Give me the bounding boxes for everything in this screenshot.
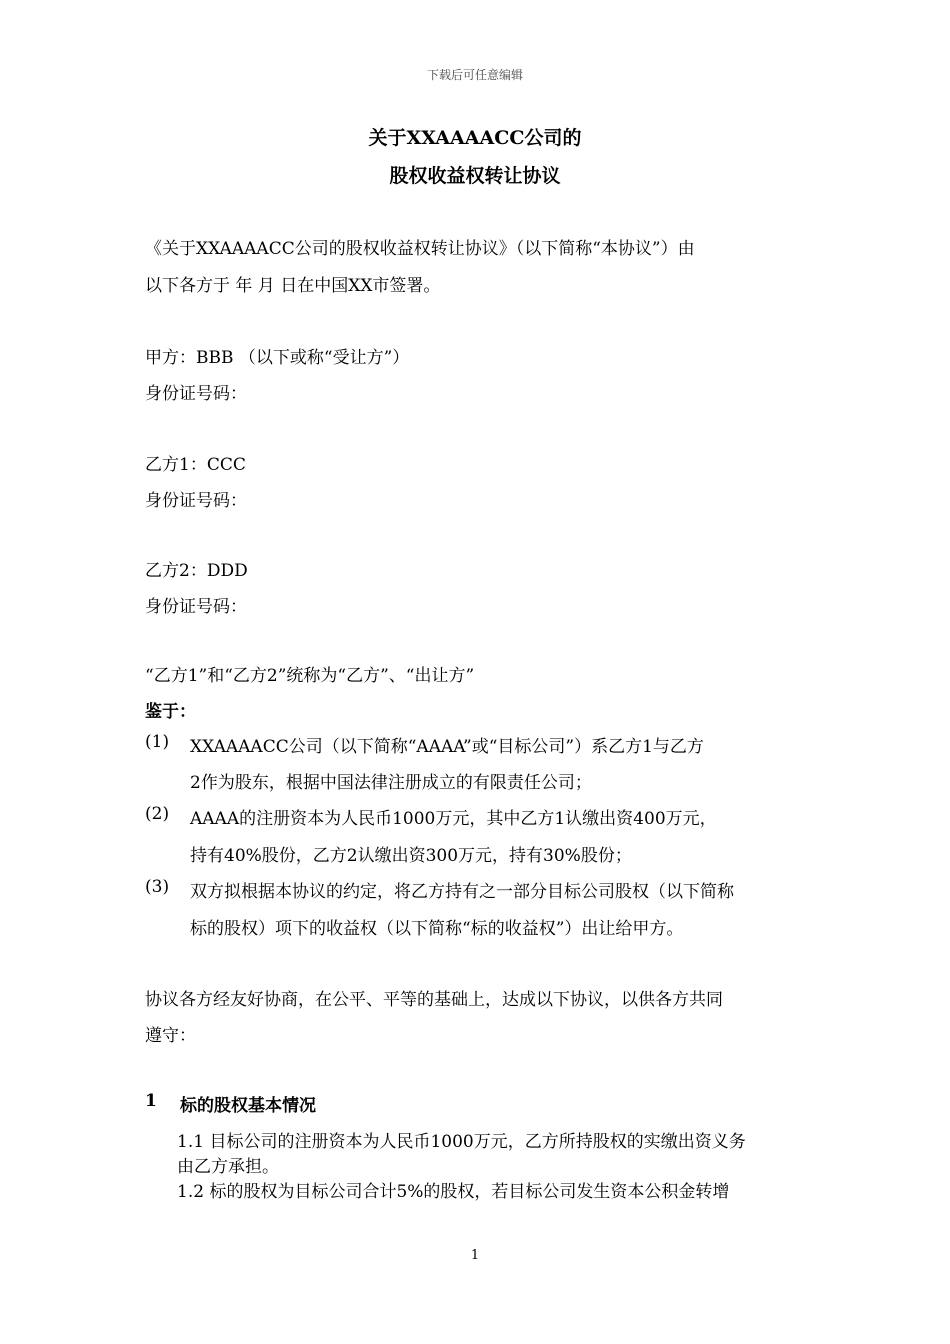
agreement-line1: 协议各方经友好协商，在公平、平等的基础上，达成以下协议，以供各方共同 — [145, 990, 723, 1010]
clause-line: 由乙方承担。 — [177, 1157, 279, 1177]
whereas-item-num: (1) — [145, 732, 170, 752]
agreement-line2: 遵守： — [145, 1026, 196, 1046]
intro-line1: 《关于XXAAAACC公司的股权收益权转让协议》（以下简称“本协议”）由 — [145, 239, 695, 259]
party-b2-id: 身份证号码： — [145, 597, 247, 617]
party-b2-name: 乙方2：DDD — [145, 561, 248, 581]
party-b1-id: 身份证号码： — [145, 491, 247, 511]
document-title-line1: 关于XXAAAACC公司的 — [368, 127, 582, 149]
document-title-line2: 股权收益权转让协议 — [389, 165, 561, 187]
whereas-item-num: (3) — [145, 877, 170, 897]
party-a-name: 甲方：BBB （以下或称“受让方”） — [145, 348, 410, 368]
whereas-item-line1: XXAAAACC公司（以下简称“AAAA”或“目标公司”）系乙方1与乙方 — [190, 737, 704, 757]
collective-definition: “乙方1”和“乙方2”统称为“乙方”、“出让方” — [145, 666, 475, 686]
whereas-item-line1: 双方拟根据本协议的约定，将乙方持有之一部分目标公司股权（以下简称 — [190, 882, 734, 902]
clause-line: 1.2 标的股权为目标公司合计5%的股权，若目标公司发生资本公积金转增 — [177, 1182, 730, 1202]
section-title: 标的股权基本情况 — [180, 1096, 316, 1116]
whereas-label: 鉴于： — [145, 702, 196, 722]
page-number: 1 — [470, 1248, 480, 1263]
party-a-id: 身份证号码： — [145, 384, 247, 404]
whereas-item-line1: AAAA的注册资本为人民币1000万元，其中乙方1认缴出资400万元， — [190, 809, 717, 829]
intro-line2: 以下各方于 年 月 日在中国XX市签署。 — [145, 276, 441, 296]
clause-line: 1.1 目标公司的注册资本为人民币1000万元，乙方所持股权的实缴出资义务 — [177, 1132, 746, 1152]
whereas-item-line2: 持有40%股份，乙方2认缴出资300万元，持有30%股份； — [190, 846, 632, 866]
whereas-item-num: (2) — [145, 804, 170, 824]
page-header: 下载后可任意编辑 — [426, 68, 523, 82]
whereas-item-line2: 标的股权）项下的收益权（以下简称“标的收益权”）出让给甲方。 — [190, 919, 684, 939]
whereas-item-line2: 2作为股东，根据中国法律注册成立的有限责任公司； — [190, 773, 592, 793]
section-number: 1 — [145, 1091, 157, 1111]
party-b1-name: 乙方1：CCC — [145, 455, 246, 475]
